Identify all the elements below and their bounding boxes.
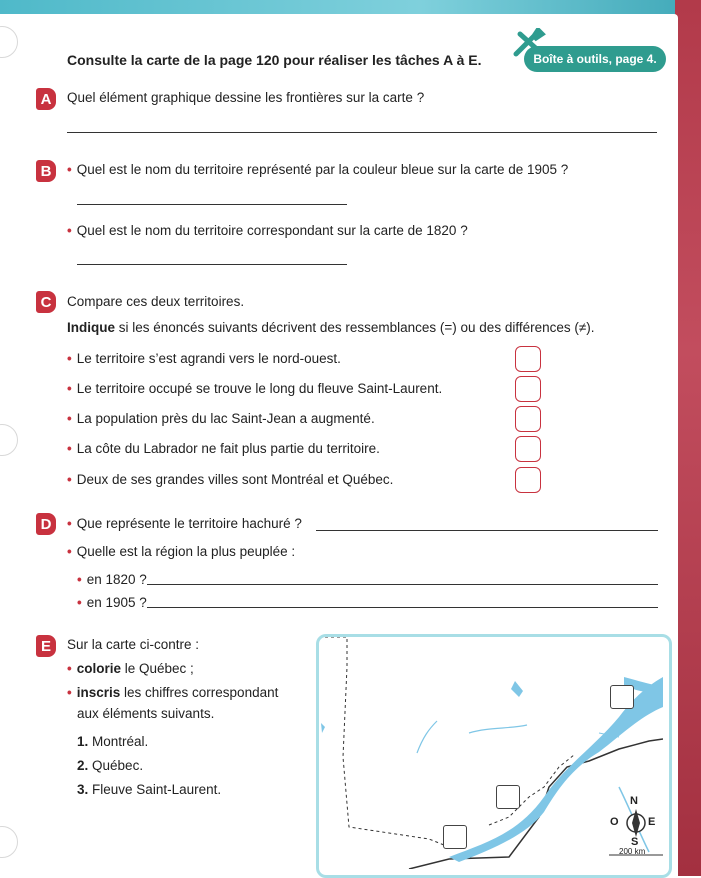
item-label-montreal: Montréal. xyxy=(92,734,149,749)
compass-s: S xyxy=(631,836,639,848)
year-1905-label: en 1905 ? xyxy=(86,595,147,610)
indique-bold: Indique xyxy=(67,320,115,335)
section-a-marker: A xyxy=(36,88,56,110)
colorie-bold: colorie xyxy=(76,661,121,676)
answer-box-4[interactable] xyxy=(515,436,541,462)
scale-label: 200 km xyxy=(619,847,646,856)
instructions-heading: Consulte la carte de la page 120 pour réaliser les tâches A à E. xyxy=(67,52,482,68)
compass-e: E xyxy=(648,816,656,828)
answer-box-3[interactable] xyxy=(515,406,541,432)
inscris-bold: inscris xyxy=(76,685,121,700)
compass-n: N xyxy=(630,795,638,807)
section-e-marker: E xyxy=(36,635,56,657)
question-b1: Quel est le nom du territoire représenté par la couleur bleue sur la carte de 1905 ? xyxy=(76,162,569,177)
compass-o: O xyxy=(610,816,619,828)
section-c-marker: C xyxy=(36,291,56,313)
item-num-2: 2. xyxy=(77,758,89,773)
inscris-text-2: aux éléments suivants. xyxy=(77,706,215,721)
answer-line-a[interactable] xyxy=(67,132,657,133)
item-label-quebec: Québec. xyxy=(92,758,144,773)
map-drawing xyxy=(319,637,663,869)
answer-box-2[interactable] xyxy=(515,376,541,402)
inscris-text: les chiffres correspondant xyxy=(120,685,279,700)
statement-4: La côte du Labrador ne fait plus partie du territoire. xyxy=(76,441,380,456)
item-label-fleuve: Fleuve Saint-Laurent. xyxy=(92,782,222,797)
answer-line-b2[interactable] xyxy=(77,264,347,265)
quebec-map[interactable] xyxy=(316,634,672,878)
map-answer-box-1[interactable] xyxy=(610,685,634,709)
statement-3: La population près du lac Saint-Jean a augmenté. xyxy=(76,411,375,426)
answer-line-1905[interactable] xyxy=(147,607,658,608)
toolbox-link[interactable]: Boîte à outils, page 4. xyxy=(524,46,666,72)
answer-line-d1[interactable] xyxy=(316,530,658,531)
question-a: Quel élément graphique dessine les frontières sur la carte ? xyxy=(67,90,425,105)
item-num-3: 3. xyxy=(77,782,89,797)
question-d1: Que représente le territoire hachuré ? xyxy=(76,516,302,531)
answer-box-1[interactable] xyxy=(515,346,541,372)
map-answer-box-3[interactable] xyxy=(443,825,467,849)
item-num-1: 1. xyxy=(77,734,89,749)
compare-text: Compare ces deux territoires. xyxy=(67,294,245,309)
statement-2: Le territoire occupé se trouve le long du fleuve Saint-Laurent. xyxy=(76,381,443,396)
question-b2: Quel est le nom du territoire correspondant sur la carte de 1820 ? xyxy=(76,223,468,238)
section-d-marker: D xyxy=(36,513,56,535)
indique-text: si les énoncés suivants décrivent des ressemblances (=) ou des différences (≠). xyxy=(115,320,595,335)
colorie-text: le Québec ; xyxy=(121,661,194,676)
section-b-marker: B xyxy=(36,160,56,182)
question-d2: Quelle est la région la plus peuplée : xyxy=(76,544,296,559)
right-edge-banner xyxy=(675,0,701,876)
map-instructions: Sur la carte ci-contre : xyxy=(67,637,200,652)
answer-line-1820[interactable] xyxy=(147,584,658,585)
answer-box-5[interactable] xyxy=(515,467,541,493)
map-answer-box-2[interactable] xyxy=(496,785,520,809)
statement-5: Deux de ses grandes villes sont Montréal et Québec. xyxy=(76,472,394,487)
year-1820-label: en 1820 ? xyxy=(86,572,147,587)
statement-1: Le territoire s’est agrandi vers le nord-ouest. xyxy=(76,351,341,366)
answer-line-b1[interactable] xyxy=(77,204,347,205)
